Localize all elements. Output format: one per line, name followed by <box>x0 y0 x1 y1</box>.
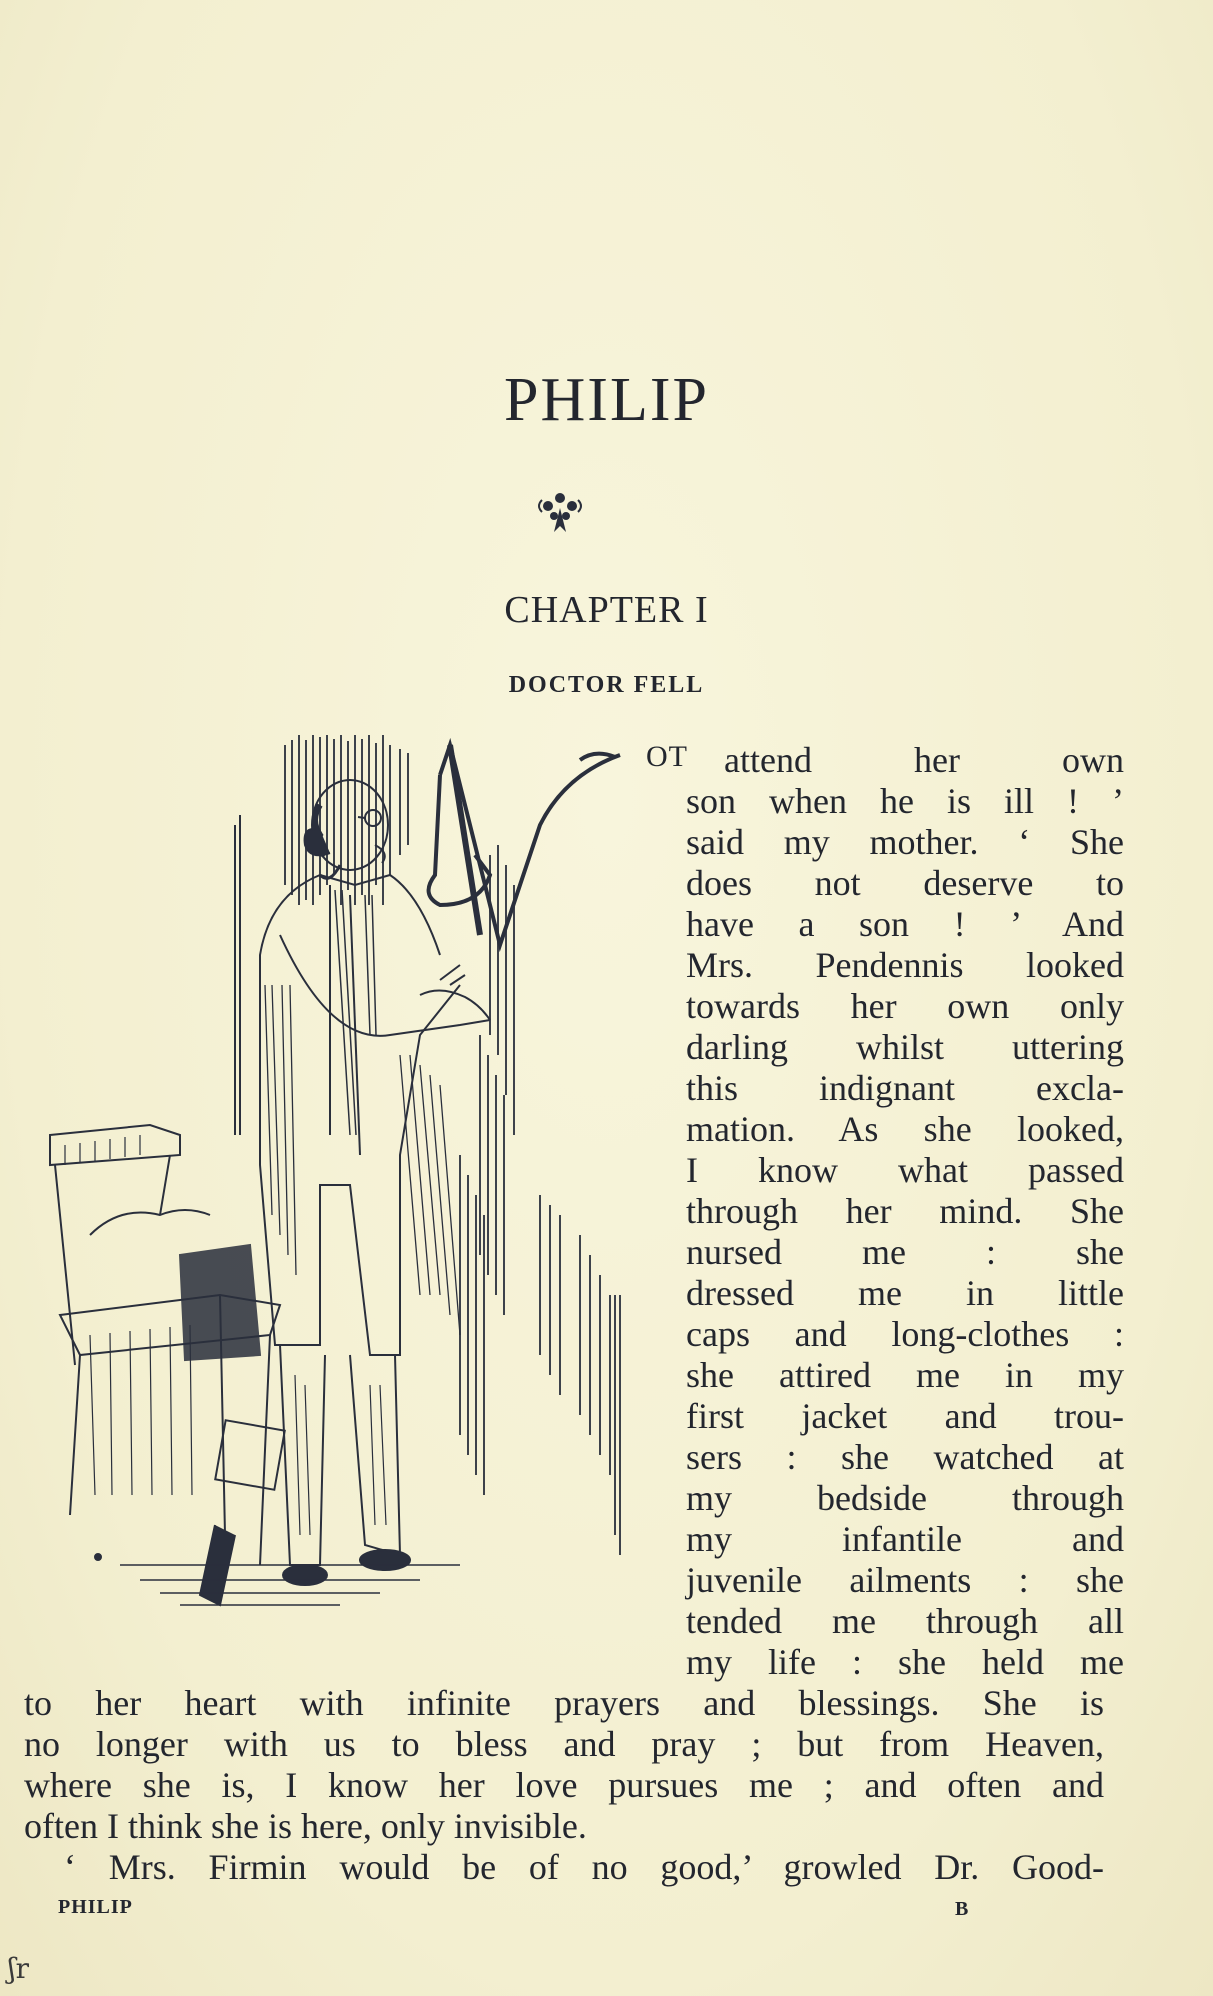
text-line: Mrs. Pendennis looked <box>686 945 1124 985</box>
text-line: juvenile ailments : she <box>686 1560 1124 1600</box>
chapter-subtitle: DOCTOR FELL <box>508 672 705 698</box>
text-line: my life : she held me <box>686 1642 1124 1682</box>
text-line: have a son ! ’ And <box>686 904 1124 944</box>
dropcap-n <box>429 745 620 945</box>
dropcap-rest: OT <box>646 740 688 773</box>
text-line: I know what passed <box>686 1150 1124 1190</box>
text-line: where she is, I know her love pursues me ; and often and <box>24 1765 1104 1805</box>
text-line: first jacket and trou- <box>686 1396 1124 1436</box>
text-line: son when he is ill ! ’ <box>686 781 1124 821</box>
corner-pencil-mark: ʃr <box>8 1952 29 1985</box>
text-line: ‘ Mrs. Firmin would be of no good,’ growled Dr. Good- <box>64 1847 1104 1887</box>
chapter-heading: CHAPTER I <box>504 589 709 631</box>
text-line: through her mind. She <box>686 1191 1124 1231</box>
text-line: my infantile and <box>686 1519 1124 1559</box>
text-line: nursed me : she <box>686 1232 1124 1272</box>
text-line: darling whilst uttering <box>686 1027 1124 1067</box>
text-line: mation. As she looked, <box>686 1109 1124 1149</box>
text-line: no longer with us to bless and pray ; but from Heaven, <box>24 1724 1104 1764</box>
text-line: to her heart with infinite prayers and blessings. She is <box>24 1683 1104 1723</box>
text-line: this indignant excla- <box>686 1068 1124 1108</box>
text-line: she attired me in my <box>686 1355 1124 1395</box>
text-line: tended me through all <box>686 1601 1124 1641</box>
fleuron-icon <box>532 488 588 538</box>
text-line: sers : she watched at <box>686 1437 1124 1477</box>
engraved-illustration <box>20 735 660 1655</box>
text-line: said my mother. ‘ She <box>686 822 1124 862</box>
background-hatching <box>285 735 620 1555</box>
text-line: often I think she is here, only invisible. <box>24 1806 587 1846</box>
man-figure <box>260 780 490 1585</box>
book-title: PHILIP <box>504 366 709 434</box>
signature-mark-left: PHILIP <box>58 1896 133 1918</box>
text-line: caps and long-clothes : <box>686 1314 1124 1354</box>
signature-mark-right: B <box>955 1898 969 1920</box>
text-line: does not deserve to <box>686 863 1124 903</box>
chair <box>50 1125 285 1605</box>
text-line: dressed me in little <box>686 1273 1124 1313</box>
text-line: my bedside through <box>686 1478 1124 1518</box>
text-line: towards her own only <box>686 986 1124 1026</box>
text-line: attend her own <box>724 740 1124 780</box>
